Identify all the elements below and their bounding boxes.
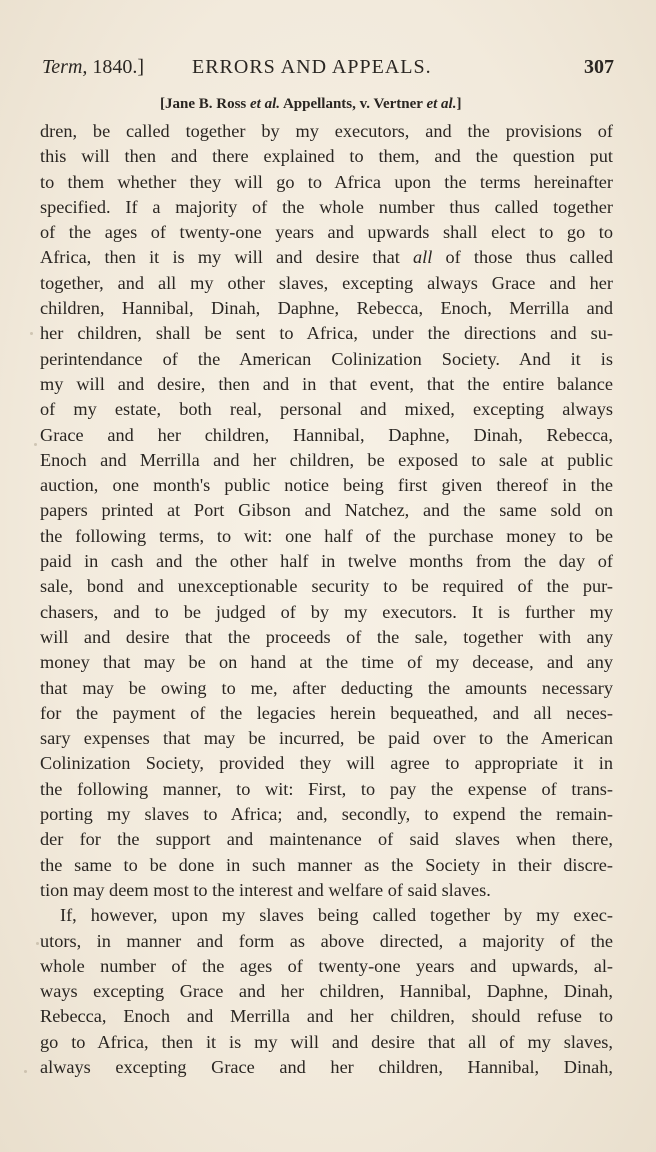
text-line: Grace and her children, Hannibal, Daphne, Dinah, Rebecca,	[40, 424, 613, 445]
text-line: paid in cash and the other half in twelve months from the day of	[40, 551, 613, 572]
text-line: the following manner, to wit: First, to pay the expense of trans-	[40, 778, 613, 799]
case-caption-open: [Jane B. Ross	[160, 96, 247, 112]
page-number: 307	[584, 56, 614, 78]
text-line: together, and all my other slaves, excepting always Grace and her	[40, 272, 613, 293]
text-line: sale, bond and unexceptionable security to be required of the pur-	[40, 576, 613, 597]
text-line: porting my slaves to Africa; and, secondly, to expend the remain-	[40, 804, 613, 825]
year-label: 1840.]	[92, 56, 145, 78]
text-line: tion may deem most to the interest and welfare of said slaves.	[40, 879, 491, 900]
text-line: Enoch and Merrilla and her children, be exposed to sale at public	[40, 449, 613, 470]
text-line: for the payment of the legacies herein bequeathed, and all neces-	[40, 702, 613, 723]
text-line: whole number of the ages of twenty-one years and upwards, al-	[40, 955, 613, 976]
text-line: chasers, and to be judged of by my executors. It is further my	[40, 601, 613, 622]
text-line: of my estate, both real, personal and mixed, excepting always	[40, 399, 613, 420]
text-line: to them whether they will go to Africa upon the terms hereinafter	[40, 171, 613, 192]
text-line: will and desire that the proceeds of the sale, together with any	[40, 626, 613, 647]
term-label: Term,	[42, 56, 88, 78]
text-line: go to Africa, then it is my will and desire that all of my slaves,	[40, 1031, 613, 1052]
text-line: ways excepting Grace and her children, Hannibal, Daphne, Dinah,	[40, 981, 613, 1002]
text-line: children, Hannibal, Dinah, Daphne, Rebecca, Enoch, Merrilla and	[40, 298, 613, 319]
text-line: auction, one month's public notice being first given thereof in the	[40, 475, 613, 496]
text-line: Colinization Society, provided they will agree to appropriate it in	[40, 753, 613, 774]
text-fragment: Africa, then it is my will and desire that	[40, 247, 414, 268]
text-line: the same to be done in such manner as the Society in their discre-	[40, 854, 613, 875]
text-line: sary expenses that may be incurred, be paid over to the American	[40, 728, 613, 749]
paper-speck	[36, 942, 39, 945]
text-line: her children, shall be sent to Africa, under the directions and su-	[40, 323, 613, 344]
case-caption-close: ]	[456, 96, 462, 112]
text-line: If, however, upon my slaves being called together by my exec-	[60, 905, 613, 926]
text-line: perintendance of the American Colinization Society. And it is	[40, 348, 613, 369]
text-line: der for the support and maintenance of said slaves when there,	[40, 829, 613, 850]
text-line: always excepting Grace and her children, Hannibal, Dinah,	[40, 1056, 613, 1077]
text-line	[40, 245, 613, 270]
text-line: papers printed at Port Gibson and Natchez, and the same sold on	[40, 500, 613, 521]
paper-speck	[30, 332, 33, 335]
text-line: money that may be on hand at the time of my decease, and any	[40, 652, 613, 673]
text-line: of the ages of twenty-one years and upwards shall elect to go to	[40, 222, 613, 243]
term-year	[42, 56, 144, 79]
text-line: dren, be called together by my executors, and the provisions of	[40, 121, 613, 141]
paper-speck	[34, 443, 37, 446]
text-line: the following terms, to wit: one half of the purchase money to be	[40, 525, 613, 546]
section-title: ERRORS AND APPEALS.	[192, 56, 432, 78]
paper-speck	[24, 1070, 27, 1073]
text-line: that may be owing to me, after deducting the amounts necessary	[40, 677, 613, 698]
case-caption	[160, 96, 461, 113]
case-caption-et-al-2: et al.	[426, 96, 457, 112]
text-line: utors, in manner and form as above directed, a majority of the	[40, 930, 613, 951]
text-line: Rebecca, Enoch and Merrilla and her children, should refuse to	[40, 1006, 613, 1027]
text-line: my will and desire, then and in that event, that the entire balance	[40, 373, 613, 394]
text-fragment: of those thus called	[432, 247, 613, 268]
case-caption-et-al-1: et al.	[250, 96, 281, 112]
running-head	[42, 56, 614, 86]
case-caption-mid: Appellants, v. Vertner	[282, 96, 423, 112]
emphasis-text: all	[413, 247, 433, 268]
text-line: this will then and there explained to them, and the question put	[40, 146, 613, 167]
text-line: specified. If a majority of the whole number thus called together	[40, 196, 613, 217]
body-text	[40, 119, 613, 1080]
